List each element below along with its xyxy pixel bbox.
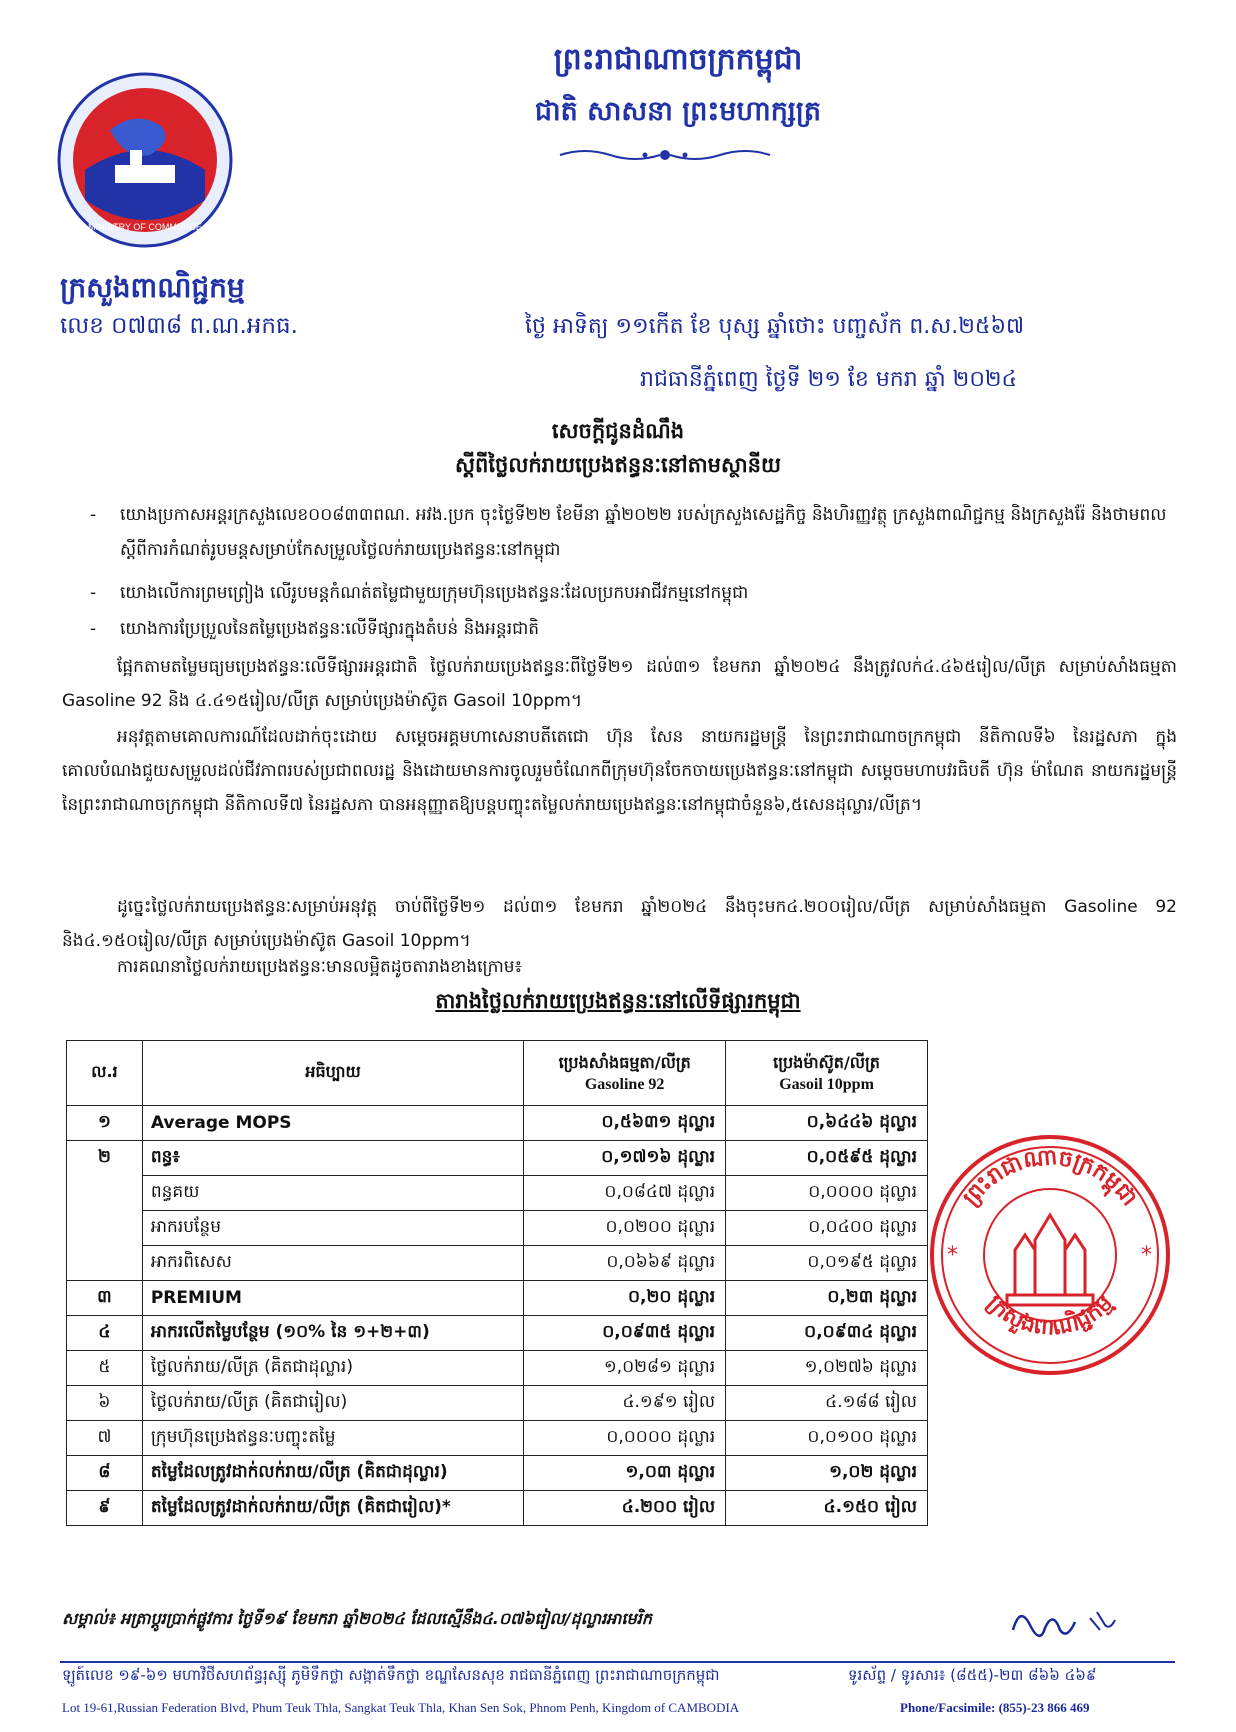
gasoline-value: ០,៥៦៣១ ដុល្លារ — [524, 1106, 726, 1141]
gasoil-value: ៤.១៨៨ រៀល — [726, 1386, 928, 1421]
row-description: តម្លៃដែលត្រូវដាក់លក់រាយ/លីត្រ (គិតជារៀល)* — [142, 1491, 523, 1526]
footer-address-en: Lot 19-61,Russian Federation Blvd, Phum Teuk Thla, Sangkat Teuk Thla, Khan Sen Sok, Phnom Penh, Kingdom of CAMBODIA — [62, 1700, 740, 1715]
bullet-item: - យោងលើការព្រមព្រៀង លើរូបមន្តកំណត់តម្លៃជាមួយក្រុមហ៊ុនប្រេងឥន្ធនៈដែលប្រកបអាជីវកម្មនៅកម្ពុជា — [90, 583, 749, 603]
gasoline-value: ០,០៨៤៧ ដុល្លារ — [524, 1176, 726, 1211]
seal-bottom-text: ក្រសួងពាណិជ្ជកម្ម — [981, 1290, 1119, 1341]
gasoline-value: ០,០០០០ ដុល្លារ — [524, 1421, 726, 1456]
gasoil-value: ០,០៥៩៥ ដុល្លារ — [726, 1141, 928, 1176]
gasoil-value: ០,០១០០ ដុល្លារ — [726, 1421, 928, 1456]
table-row — [67, 1246, 928, 1281]
gasoil-value: ០,០០០០ ដុល្លារ — [726, 1176, 928, 1211]
row-description: តម្លៃដែលត្រូវដាក់លក់រាយ/លីត្រ (គិតជាដុល្លារ) — [142, 1456, 523, 1491]
row-description: អាករពិសេស — [142, 1246, 523, 1281]
footer-phone-kh: ទូរស័ព្ទ / ទូរសារ៖ (៨៥៥)-២៣ ៨៦៦ ៤៦៩ — [848, 1666, 1097, 1684]
gasoline-value: ១,០៣ ដុល្លារ — [524, 1456, 726, 1491]
exchange-rate-note: សម្គាល់៖ អត្រាប្តូរប្រាក់ផ្លូវការ ថ្ងៃទី១៩ ខែមករា ឆ្នាំ២០២៤ ដែលស្មើនឹង៤.០៧៦រៀល/ដុល្លារអាមេរិក — [62, 1609, 652, 1628]
table-row — [67, 1456, 928, 1491]
gasoline-value: ០,១៧១៦ ដុល្លារ — [524, 1141, 726, 1176]
gasoil-value: ០,០៤០០ ដុល្លារ — [726, 1211, 928, 1246]
row-number: ៥ — [67, 1351, 143, 1386]
kingdom-heading: ព្រះរាជាណាចក្រកម្ពុជា — [553, 42, 803, 77]
gasoil-value: ៤.១៥០ រៀល — [726, 1491, 928, 1526]
seal-top-text: ព្រះរាជាណាចក្រកម្ពុជា — [958, 1144, 1142, 1211]
col-header-desc: អធិប្បាយ — [142, 1041, 523, 1106]
gasoline-value: ១,០២៨១ ដុល្លារ — [524, 1351, 726, 1386]
table-title: តារាងថ្លៃលក់រាយប្រេងឥន្ធនៈនៅលើទីផ្សារកម្ពុជា — [435, 989, 801, 1013]
row-description: ថ្លៃលក់រាយ/លីត្រ (គិតជារៀល) — [142, 1386, 523, 1421]
col-header-gasoline: ប្រេងសាំងធម្មតា/លីត្រ Gasoline 92 — [524, 1041, 726, 1106]
ministry-logo-icon — [55, 70, 235, 250]
ministry-name: ក្រសួងពាណិជ្ជកម្ម — [60, 271, 245, 304]
row-number: ៨ — [67, 1456, 143, 1491]
gasoline-value: ០,០២០០ ដុល្លារ — [524, 1211, 726, 1246]
gasoil-value: ០,៦៤៤៦ ដុល្លារ — [726, 1106, 928, 1141]
footer-phone-en: Phone/Facsimile: (855)-23 866 469 — [900, 1700, 1090, 1715]
paragraph: ការគណនាថ្លៃលក់រាយប្រេងឥន្ធនៈមានលម្អិតដូចតារាងខាងក្រោម៖ — [117, 957, 523, 977]
row-number: ៩ — [67, 1491, 143, 1526]
col-header-gasoil: ប្រេងម៉ាស៊ូត/លីត្រ Gasoil 10ppm — [726, 1041, 928, 1106]
bullet-item: - យោងប្រកាសអន្តរក្រសួងលេខ០០៨៣៣ពណ. អវង.ប្រក ចុះថ្ងៃទី២២ ខែមីនា ឆ្នាំ២០២២ របស់ក្រសួងសេដ្ឋកិច្ច និងហិរញ្ញវត្ថុ ក្រសួងពាណិជ្ជកម្ម និងក្រសួងរ៉ែ និងថាមពល ស្តីពីការកំណត់រូបមន្តសម្រាប់កែសម្រួលថ្លៃលក់រាយប្រេងឥន្ធនៈនៅកម្ពុជា — [90, 505, 1167, 560]
notice-title: សេចក្តីជូនដំណឹង — [551, 419, 685, 443]
solar-date: រាជធានីភ្នំពេញ ថ្ងៃទី ២១ ខែ មករា ឆ្នាំ ២០២៤ — [640, 367, 1018, 392]
row-description: ក្រុមហ៊ុនប្រេងឥន្ធនៈបញ្ចុះតម្លៃ — [142, 1421, 523, 1456]
bullet-item: - យោងការប្រែប្រួលនៃតម្លៃប្រេងឥន្ធនៈលើទីផ្សារក្នុងតំបន់ និងអន្តរជាតិ — [90, 619, 540, 639]
table-row — [67, 1176, 928, 1211]
table-row — [67, 1421, 928, 1456]
row-number: ៣ — [67, 1281, 143, 1316]
signature-icon — [1005, 1600, 1135, 1650]
gasoil-value: ១,០២ ដុល្លារ — [726, 1456, 928, 1491]
table-row — [67, 1386, 928, 1421]
row-description: Average MOPS — [142, 1106, 523, 1141]
row-number: ៦ — [67, 1386, 143, 1421]
ornament-divider-icon — [555, 145, 775, 165]
row-description: ពន្ធ៖ — [142, 1141, 523, 1176]
row-number — [67, 1211, 143, 1246]
table-row — [67, 1281, 928, 1316]
paragraph: ដូច្នេះថ្លៃលក់រាយប្រេងឥន្ធនៈសម្រាប់អនុវត្ត ចាប់ពីថ្ងៃទី២១ ដល់៣១ ខែមករា ឆ្នាំ២០២៤ នឹងចុះមក៤.២០០រៀល/លីត្រ សម្រាប់សាំងធម្មតា Gasoline 92 និង៤.១៥០រៀល/លីត្រ សម្រាប់ប្រេងម៉ាស៊ូត Gasoil 10ppm។ — [62, 897, 1177, 951]
official-seal-icon — [925, 1130, 1175, 1380]
table-row — [67, 1316, 928, 1351]
reference-number: លេខ ០៧៣៨ ព.ណ.អកធ. — [60, 313, 298, 339]
row-number: ៤ — [67, 1316, 143, 1351]
price-table — [66, 1040, 928, 1526]
row-number — [67, 1246, 143, 1281]
paragraph: ផ្អែកតាមតម្លៃមធ្យមប្រេងឥន្ធនៈលើទីផ្សារអន្តរជាតិ ថ្លៃលក់រាយប្រេងឥន្ធនៈពីថ្ងៃទី២១ ដល់៣១ ខែមករា ឆ្នាំ២០២៤ នឹងត្រូវលក់៤.៤៦៥រៀល/លីត្រ សម្រាប់សាំងធម្មតា Gasoline 92 និង ៤.៤១៥រៀល/លីត្រ សម្រាប់ប្រេងម៉ាស៊ូត Gasoil 10ppm។ — [62, 657, 1177, 711]
row-description: ពន្ធគយ — [142, 1176, 523, 1211]
table-row — [67, 1106, 928, 1141]
gasoline-value: ៤.១៩១ រៀល — [524, 1386, 726, 1421]
table-row — [67, 1491, 928, 1526]
motto-heading: ជាតិ សាសនា ព្រះមហាក្សត្រ — [534, 96, 822, 127]
row-number: ៧ — [67, 1421, 143, 1456]
paragraph: អនុវត្តតាមគោលការណ៍ដែលដាក់ចុះដោយ សម្តេចអគ្គមហាសេនាបតីតេជោ ហ៊ុន សែន នាយករដ្ឋមន្ត្រី នៃព្រះរាជាណាចក្រកម្ពុជា នីតិកាលទី៦ នៃរដ្ឋសភា ក្នុងគោលបំណងជួយសម្រួលដល់ជីវភាពរបស់ប្រជាពលរដ្ឋ និងដោយមានការចូលរួមចំណែកពីក្រុមហ៊ុនចែកចាយប្រេងឥន្ធនៈនៅកម្ពុជា សម្តេចមហាបវរធិបតី ហ៊ុន ម៉ាណែត នាយករដ្ឋមន្ត្រី នៃព្រះរាជាណាចក្រកម្ពុជា នីតិកាលទី៧ នៃរដ្ឋសភា បានអនុញ្ញាតឱ្យបន្តបញ្ចុះតម្លៃលក់រាយប្រេងឥន្ធនៈនៅកម្ពុជាចំនួន៦,៥សេនដុល្លារ/លីត្រ។ — [62, 727, 1177, 815]
gasoline-value: ០,០៦៦៩ ដុល្លារ — [524, 1246, 726, 1281]
notice-subtitle: ស្តីពីថ្លៃលក់រាយប្រេងឥន្ធនៈនៅតាមស្ថានីយ — [455, 453, 781, 477]
gasoline-value: ៤.២០០ រៀល — [524, 1491, 726, 1526]
svg-text:*: * — [1141, 1243, 1152, 1268]
gasoil-value: ០,០៩៣៤ ដុល្លារ — [726, 1316, 928, 1351]
row-description: PREMIUM — [142, 1281, 523, 1316]
gasoil-value: ០,០១៩៥ ដុល្លារ — [726, 1246, 928, 1281]
gasoline-value: ០,២០ ដុល្លារ — [524, 1281, 726, 1316]
footer-divider — [60, 1661, 1175, 1663]
table-row — [67, 1351, 928, 1386]
gasoline-value: ០,០៩៣៥ ដុល្លារ — [524, 1316, 726, 1351]
row-number: ២ — [67, 1141, 143, 1176]
gasoil-value: ១,០២៧៦ ដុល្លារ — [726, 1351, 928, 1386]
row-description: អាករលើតម្លៃបន្ថែម (១០% នៃ ១+២+៣) — [142, 1316, 523, 1351]
footer-address-kh: ឡូត៍លេខ ១៩-៦១ មហាវិថីសហព័ន្ធរុស្ស៊ី ភូមិទឹកថ្លា សង្កាត់ទឹកថ្លា ខណ្ឌសែនសុខ រាជធានីភ្នំពេញ ព្រះរាជាណាចក្រកម្ពុជា — [62, 1666, 720, 1684]
svg-text:*: * — [947, 1243, 958, 1268]
table-row — [67, 1211, 928, 1246]
table-row — [67, 1141, 928, 1176]
row-description: ថ្លៃលក់រាយ/លីត្រ (គិតជាដុល្លារ) — [142, 1351, 523, 1386]
gasoil-value: ០,២៣ ដុល្លារ — [726, 1281, 928, 1316]
row-number — [67, 1176, 143, 1211]
svg-text:ក្រសួងពាណិជ្ជកម្ម — [982, 1291, 1118, 1341]
logo-caption: MINISTRY OF COMMERCE — [88, 222, 202, 232]
col-header-no: ល.រ — [67, 1041, 143, 1106]
lunar-date: ថ្ងៃ អាទិត្យ ១១កើត ខែ បុស្ស ឆ្នាំថោះ បញ្ចស័ក ព.ស.២៥៦៧ — [525, 314, 1025, 339]
row-description: អាករបន្ថែម — [142, 1211, 523, 1246]
row-number: ១ — [67, 1106, 143, 1141]
